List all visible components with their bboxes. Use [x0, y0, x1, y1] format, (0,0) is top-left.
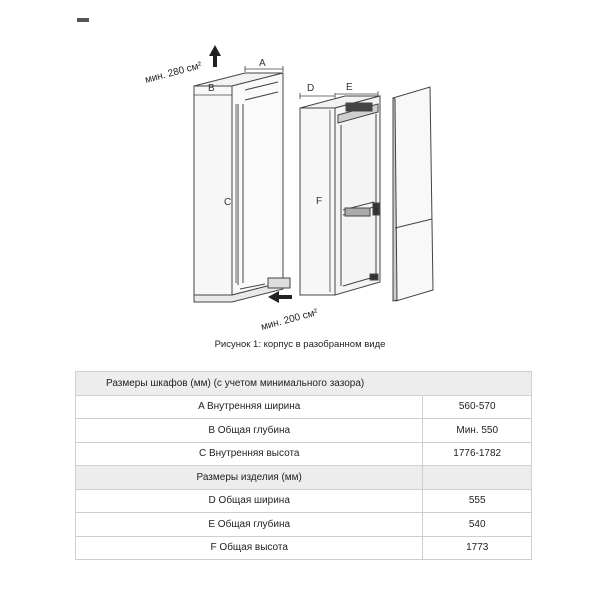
arrow-up-icon — [209, 45, 221, 67]
product-header-cell: Размеры изделия (мм) — [76, 466, 423, 490]
cabinet-header-cell: Размеры шкафов (мм) (с учетом минимального зазора) — [76, 372, 532, 396]
label-f: F — [316, 196, 323, 207]
dimensions-table — [75, 371, 532, 560]
table-row — [76, 489, 532, 513]
label-e: E — [346, 82, 353, 93]
row-name: B Общая глубина — [76, 419, 423, 443]
table-row — [76, 442, 532, 466]
table-row — [76, 513, 532, 537]
row-value: 1773 — [423, 536, 532, 560]
product-header-empty — [423, 466, 532, 490]
row-value: 1776-1782 — [423, 442, 532, 466]
label-d: D — [307, 83, 315, 94]
row-value: 560-570 — [423, 395, 532, 419]
cabinet-drawing — [194, 73, 290, 302]
row-name: E Общая глубина — [76, 513, 423, 537]
appliance-drawing — [300, 96, 380, 295]
row-name: C Внутренняя высота — [76, 442, 423, 466]
table-row — [76, 419, 532, 443]
vent-bottom-note: мин. 200 см² — [259, 307, 320, 333]
table-row — [76, 395, 532, 419]
cabinet-section-header — [76, 372, 532, 396]
figure-caption: Рисунок 1: корпус в разобранном виде — [214, 339, 386, 350]
arrow-left-icon — [268, 291, 292, 303]
table-row — [76, 536, 532, 560]
label-c: C — [224, 197, 232, 208]
vent-top-note: мин. 280 см² — [143, 60, 204, 86]
label-a: A — [259, 58, 266, 69]
product-section-header — [76, 466, 532, 490]
row-value: Мин. 550 — [423, 419, 532, 443]
door-panel-drawing — [393, 87, 433, 301]
row-name: F Общая высота — [76, 536, 423, 560]
row-name: D Общая ширина — [76, 489, 423, 513]
dimension-d — [300, 93, 335, 99]
row-value: 555 — [423, 489, 532, 513]
row-value: 540 — [423, 513, 532, 537]
label-b: B — [208, 83, 215, 94]
row-name: A Внутренняя ширина — [76, 395, 423, 419]
